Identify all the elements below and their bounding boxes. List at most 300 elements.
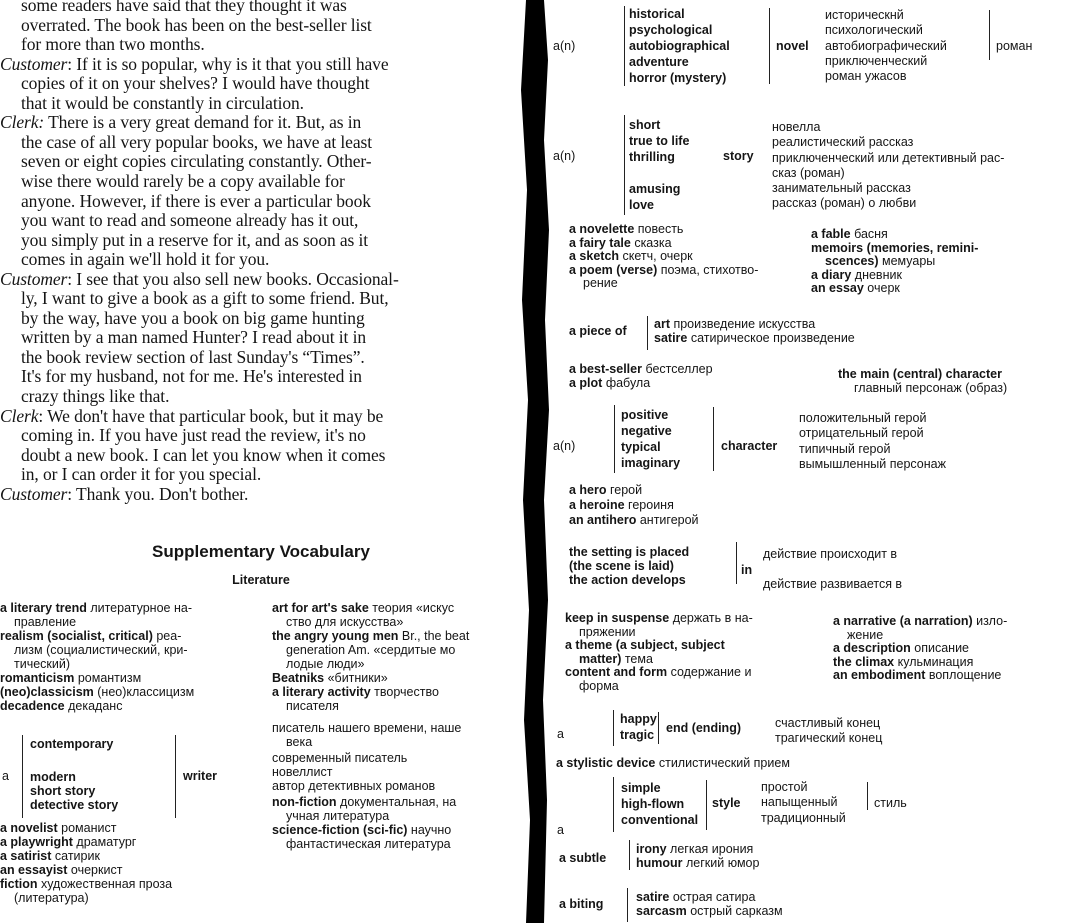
novel-modifiers-line: psychological xyxy=(629,23,713,37)
story-article: a(n) xyxy=(553,149,576,163)
novel-translations-line: роман ужасов xyxy=(825,69,907,84)
end-translations-line: счастливый конец xyxy=(775,716,881,730)
vocab-entry-term: a heroine xyxy=(569,498,625,512)
story-translations-line: приключенческий или детективный рас- xyxy=(772,150,1005,165)
bracket-line xyxy=(706,780,707,830)
dialogue-text: copies of it on your shelves? I would have thought xyxy=(21,73,370,94)
vocab-entry-gloss: рение xyxy=(583,276,618,291)
style-translations-line: напыщенный xyxy=(761,795,838,810)
vocab-entry-gloss: писатель нашего времени, наше xyxy=(272,721,462,735)
vocab-entry-gloss: учная литература xyxy=(286,809,390,823)
style-translations-line: простой xyxy=(761,780,808,794)
style-modifiers-line: conventional xyxy=(621,813,699,827)
vocab-entry xyxy=(272,644,455,658)
vocab-entry-gloss: «битники» xyxy=(324,671,388,685)
bracket-line xyxy=(658,712,659,744)
end-article: a xyxy=(557,727,564,741)
style-result: стиль xyxy=(874,796,907,810)
style-modifiers xyxy=(621,780,698,828)
vocab-entry-gloss: Br., the beat xyxy=(398,629,470,643)
vocab-entry-term: a sketch xyxy=(569,249,620,264)
vocab-entry-term: decadence xyxy=(0,699,65,713)
vocab-entry-gloss: романтизм xyxy=(74,671,142,685)
bracket-line xyxy=(624,6,625,86)
character-translations-line: типичный герой xyxy=(799,441,891,456)
character-modifiers-line: imaginary xyxy=(621,456,681,470)
vocab-entry-term: satire xyxy=(636,890,670,904)
vocab-entry xyxy=(0,822,116,836)
bracket-line xyxy=(713,407,714,471)
dialogue-line xyxy=(0,133,372,153)
dialogue-line xyxy=(0,446,385,466)
vocab-entry-term: humour xyxy=(636,856,683,870)
dialogue-text: in, or I can order it for you special. xyxy=(21,464,262,485)
novel-translations-line: автобиографический xyxy=(825,38,947,53)
vocab-entry-gloss: новеллист xyxy=(272,765,333,779)
vocab-entry-term: keep in suspense xyxy=(565,611,670,625)
vocab-entry-term: non-fiction xyxy=(272,795,337,809)
vocab-entry-gloss: писателя xyxy=(286,699,339,713)
novel-modifiers-line: horror (mystery) xyxy=(629,71,727,85)
vocab-entry-gloss: сатирик xyxy=(51,849,100,863)
vocab-entry-gloss: лодые люди» xyxy=(286,657,365,671)
vocab-entry-gloss: поэма, стихотво- xyxy=(657,262,759,277)
vocab-entry-gloss: фантастическая литература xyxy=(286,837,451,851)
vocab-entry-term: a stylistic device xyxy=(556,756,656,770)
dialogue-text: you simply put in a reserve for it, and as soon as it xyxy=(21,229,369,250)
bracket-line xyxy=(614,405,615,473)
bracket-line xyxy=(647,316,648,350)
main-character-gloss: главный персонаж (образ) xyxy=(854,381,1008,395)
style-noun: style xyxy=(712,796,741,810)
dialogue-line xyxy=(0,485,248,505)
main-character-term xyxy=(838,368,1002,382)
writer-modifier: modern xyxy=(30,770,76,784)
novel-noun: novel xyxy=(776,39,809,53)
vocab-entry-term: irony xyxy=(636,842,667,856)
dialogue-line xyxy=(0,407,383,427)
dialogue-text: some readers have said that they thought it was xyxy=(21,0,347,15)
story-modifiers-line: love xyxy=(629,198,655,212)
term: the main (central) character xyxy=(838,367,1002,381)
vocab-entry-gloss: творчество xyxy=(370,685,439,699)
writer-noun: writer xyxy=(183,769,218,783)
vocab-entry-gloss: кульминация xyxy=(894,654,974,669)
dialogue-line xyxy=(0,35,205,55)
speaker-name: Clerk: xyxy=(0,112,45,133)
vocab-entry-gloss: драматург xyxy=(72,835,137,849)
vocab-entry xyxy=(0,672,141,686)
dialogue-text: doubt a new book. I can let you know when it comes xyxy=(21,444,386,465)
vocab-entry-term: Beatniks xyxy=(272,671,325,685)
vocab-entry xyxy=(272,722,461,736)
dialogue-line xyxy=(0,55,389,75)
dialogue-text: ly, I want to give a book as a gift to some friend. But, xyxy=(21,288,389,309)
vocab-entry-term: content and form xyxy=(565,665,668,680)
dialogue-text: anyone. However, if there is ever a particular book xyxy=(21,190,371,211)
setting-preposition: in xyxy=(741,563,753,577)
story-translations-line: новелла xyxy=(772,120,821,134)
vocab-entry-term: a literary activity xyxy=(272,685,371,699)
vocab-entry-term: sarcasm xyxy=(636,904,687,918)
dialogue-text: : I see that you also sell new books. Occasional- xyxy=(67,268,399,289)
vocab-entry-term: art xyxy=(654,317,670,331)
vocab-entry-term: scences) xyxy=(825,254,879,269)
setting-translation: действие развивается в xyxy=(763,577,903,591)
vocab-entry-gloss: очерк xyxy=(863,281,900,296)
dialogue-text: you want to read and someone already has it out, xyxy=(21,210,359,231)
vocab-entry-gloss: (литература) xyxy=(14,891,89,905)
dialogue-text: : We don't have that particular book, but it may be xyxy=(38,405,384,426)
vocab-entry xyxy=(565,680,619,694)
vocab-entry xyxy=(272,602,454,616)
novel-result: роман xyxy=(996,39,1033,53)
dialogue-text: the book review section of last Sunday's “Times”. xyxy=(21,346,365,367)
vocab-entry-gloss: generation Am. «сердитые мо xyxy=(286,643,456,657)
novel-translations-line: психологический xyxy=(825,23,923,38)
dialogue-line xyxy=(0,192,371,212)
vocab-entry xyxy=(0,686,194,700)
setting-phrases xyxy=(569,545,689,587)
vocab-entry-gloss: тический) xyxy=(14,657,71,671)
vocab-entry xyxy=(569,514,699,528)
vocabulary-subheading: Literature xyxy=(232,573,290,587)
vocab-entry-term: a literary trend xyxy=(0,601,87,615)
story-modifiers-line: amusing xyxy=(629,182,681,196)
novel-modifiers-line: adventure xyxy=(629,55,689,69)
vocab-entry xyxy=(272,616,403,630)
vocab-entry-gloss: научно xyxy=(407,823,452,837)
vocab-entry-term: the climax xyxy=(833,654,895,669)
vocab-entry xyxy=(0,602,192,616)
bracket-line xyxy=(613,710,614,746)
vocab-entry-term: fiction xyxy=(0,877,38,891)
dialogue-line xyxy=(0,367,362,387)
setting-phrases-line: the setting is placed xyxy=(569,545,690,559)
vocab-entry-term: the angry young men xyxy=(272,629,399,643)
story-translations-line: занимательный рассказ xyxy=(772,181,911,196)
dialogue-line xyxy=(0,426,366,446)
vocab-entry-gloss: форма xyxy=(579,679,619,693)
vocab-entry-gloss: изло- xyxy=(972,614,1008,628)
vocab-entry-gloss: произведение искусства xyxy=(669,317,816,331)
story-translations-line: реалистический рассказ xyxy=(772,135,914,150)
dialogue-text: : Thank you. Don't bother. xyxy=(67,483,249,504)
vocab-entry-gloss: века xyxy=(286,735,313,749)
vocab-entry-gloss: герой xyxy=(606,483,643,497)
dialogue-line xyxy=(0,309,365,329)
vocab-entry xyxy=(569,377,650,391)
story-modifiers-line xyxy=(629,165,689,181)
vocab-entry-term: an essayist xyxy=(0,863,68,877)
setting-phrases-line: (the scene is laid) xyxy=(569,559,674,573)
dialogue-text: There is a very great demand for it. But, as in xyxy=(44,112,362,133)
dialogue-line xyxy=(0,231,368,251)
character-article: a(n) xyxy=(553,439,576,453)
vocab-entry-gloss: антигерой xyxy=(636,513,699,527)
vocab-entry-gloss: воплощение xyxy=(925,668,1002,683)
dialogue-text: seven or eight copies circulating constantly. Other- xyxy=(21,151,372,172)
vocab-entry-term: a novelist xyxy=(0,821,58,835)
setting-phrases-line: the action develops xyxy=(569,573,686,587)
vocabulary-heading: Supplementary Vocabulary xyxy=(152,542,370,561)
dialogue-text: that it would be constantly in circulation. xyxy=(21,92,304,113)
dialogue-line xyxy=(0,328,366,348)
vocab-entry xyxy=(556,757,790,771)
vocab-entry-gloss: (нео)классицизм xyxy=(93,685,195,699)
end-translations xyxy=(775,716,882,747)
vocab-entry-term: a description xyxy=(833,641,911,656)
vocab-entry-gloss: стилистический прием xyxy=(655,756,790,770)
vocab-entry-gloss: литературное на- xyxy=(86,601,192,615)
end-modifiers-line: happy xyxy=(620,712,657,726)
dialogue-line xyxy=(0,387,169,407)
vocab-entry-gloss: героиня xyxy=(624,498,674,512)
character-modifiers-line: positive xyxy=(621,408,669,422)
novel-translations xyxy=(825,8,947,84)
vocab-entry-gloss: мемуары xyxy=(878,254,936,269)
dialogue-line xyxy=(0,270,399,290)
dialogue-text: overrated. The book has been on the best-seller list xyxy=(21,14,372,35)
vocab-entry-term: a playwright xyxy=(0,835,73,849)
bracket-line xyxy=(769,8,770,84)
dialogue-text: coming in. If you have just read the review, it's no xyxy=(21,425,366,446)
novel-modifiers xyxy=(629,6,730,86)
vocab-entry xyxy=(272,780,435,794)
vocab-entry-gloss: очеркист xyxy=(67,863,123,877)
vocab-entry-gloss: легкая ирония xyxy=(666,842,754,856)
biting-lead: a biting xyxy=(559,897,604,911)
book-spine-shadow xyxy=(518,0,550,923)
vocab-entry-gloss: повесть xyxy=(634,222,684,236)
vocab-entry-term: (neo)classicism xyxy=(0,685,94,699)
dialogue-line xyxy=(0,289,389,309)
end-modifiers xyxy=(620,711,657,743)
vocab-entry xyxy=(569,484,642,498)
vocab-entry-gloss: острый сарказм xyxy=(686,904,783,918)
vocab-entry-gloss: легкий юмор xyxy=(682,856,760,870)
dialogue-text: by the way, have you a book on big game hunting xyxy=(21,307,365,328)
vocab-entry-term: romanticism xyxy=(0,671,75,685)
vocab-entry-gloss: скетч, очерк xyxy=(619,249,693,264)
vocab-entry-gloss: документальная, на xyxy=(336,795,457,809)
style-translations-line: традиционный xyxy=(761,810,846,825)
vocab-entry xyxy=(0,836,136,850)
story-translations-line: сказ (роман) xyxy=(772,165,845,180)
dialogue-text: crazy things like that. xyxy=(21,386,170,406)
novel-translations-line: приключенческий xyxy=(825,53,928,68)
bracket-line xyxy=(613,777,614,832)
story-modifiers-line: true to life xyxy=(629,134,690,148)
end-modifiers-line: tragic xyxy=(620,728,655,742)
vocab-entry xyxy=(0,658,70,672)
character-translations-line: отрицательный герой xyxy=(799,426,924,441)
dialogue-text: : If it is so popular, why is it that you still have xyxy=(67,53,389,74)
novel-modifiers-line: historical xyxy=(629,7,685,21)
vocab-entry xyxy=(654,318,815,332)
style-modifiers-line: high-flown xyxy=(621,797,685,811)
setting-translation: действие происходит в xyxy=(763,547,898,561)
vocab-entry xyxy=(0,616,76,630)
dialogue-text: the case of all very popular books, we have at least xyxy=(21,131,372,152)
end-noun: end (ending) xyxy=(666,721,741,735)
vocab-entry-term: a diary xyxy=(811,267,852,282)
vocab-entry xyxy=(272,630,469,644)
character-modifiers-line: negative xyxy=(621,424,672,438)
vocab-entry-gloss: бестселлер xyxy=(641,362,713,376)
vocab-entry-gloss: фабула xyxy=(602,376,651,390)
vocab-entry xyxy=(0,864,122,878)
vocab-entry-gloss: жение xyxy=(847,627,884,642)
vocab-entry-gloss: правление xyxy=(14,615,77,629)
novel-article: a(n) xyxy=(553,39,576,53)
vocab-entry-term: a fairy tale xyxy=(569,235,631,250)
dialogue-line xyxy=(0,74,369,94)
dialogue-line xyxy=(0,94,304,114)
bracket-line xyxy=(22,735,23,818)
bracket-line xyxy=(736,542,737,584)
vocab-entry-term: memoirs (memories, remini- xyxy=(811,240,979,255)
vocab-entry-gloss: романист xyxy=(57,821,117,835)
vocab-entry-term: a novelette xyxy=(569,222,635,236)
novel-translations-line: историческнй xyxy=(825,8,904,22)
story-translations xyxy=(772,120,1004,212)
vocab-entry-term: a plot xyxy=(569,376,603,390)
vocab-entry xyxy=(272,672,388,686)
vocab-entry xyxy=(569,499,674,513)
writer-article: a xyxy=(2,769,9,783)
vocab-entry-term: an embodiment xyxy=(833,668,926,683)
character-translations xyxy=(799,411,946,472)
left-page xyxy=(0,0,522,923)
character-translations-line: положительный герой xyxy=(799,411,927,425)
vocab-entry xyxy=(636,891,755,905)
vocab-entry xyxy=(811,282,900,296)
vocab-entry-gloss: декаданс xyxy=(64,699,123,713)
speaker-name: Customer xyxy=(0,53,68,74)
dialogue-line xyxy=(0,16,372,36)
character-modifiers-line: typical xyxy=(621,440,661,454)
dialogue-line xyxy=(0,0,347,16)
vocab-entry xyxy=(272,766,332,780)
vocab-entry xyxy=(0,644,188,658)
dialogue-text: It's for my husband, not for me. He's interested in xyxy=(21,366,362,387)
vocab-entry-gloss: описание xyxy=(910,641,970,656)
dialogue-line xyxy=(0,211,358,231)
speaker-name: Customer xyxy=(0,483,68,504)
writer-modifier: short story xyxy=(30,784,96,798)
vocab-entry-term: a hero xyxy=(569,483,607,497)
vocab-entry-gloss: лизм (социалистический, кри- xyxy=(14,643,188,657)
vocab-entry xyxy=(569,277,618,291)
vocab-entry xyxy=(569,363,713,377)
bracket-line xyxy=(627,888,628,922)
dialogue-text: written by a man named Hunter? I read about it in xyxy=(21,327,366,348)
vocab-entry-gloss: тема xyxy=(621,651,653,666)
writer-modifier: detective story xyxy=(30,798,119,812)
vocab-entry-gloss: современный писатель xyxy=(272,751,408,765)
vocab-entry-term: a best-seller xyxy=(569,362,642,376)
style-article: a xyxy=(557,823,564,837)
story-noun: story xyxy=(723,149,754,163)
vocab-entry-term: an essay xyxy=(811,281,864,296)
story-translations-line: рассказ (роман) о любви xyxy=(772,196,917,211)
dialogue-line xyxy=(0,113,361,133)
vocab-entry-gloss: басня xyxy=(850,227,888,241)
dialogue-line xyxy=(0,348,365,368)
vocab-entry-gloss: теория «искус xyxy=(368,601,455,615)
bracket-line xyxy=(624,115,625,215)
vocab-entry xyxy=(272,736,312,750)
vocab-entry-term: a poem (verse) xyxy=(569,262,658,277)
vocab-entry-term: matter) xyxy=(579,651,622,666)
novel-modifiers-line: autobiographical xyxy=(629,39,730,53)
vocab-entry xyxy=(272,810,389,824)
vocab-entry-term: a theme (a subject, subject xyxy=(565,638,725,653)
vocab-entry xyxy=(272,658,364,672)
writer-modifier: contemporary xyxy=(30,737,114,751)
vocab-entry xyxy=(0,700,122,714)
story-modifiers-line: short xyxy=(629,118,661,132)
vocab-entry-gloss: держать в на- xyxy=(669,611,753,625)
vocab-entry-term: a fable xyxy=(811,227,851,241)
vocab-entry-term: art for art's sake xyxy=(272,601,369,615)
vocab-entry-gloss: содержание и xyxy=(667,665,752,680)
dialogue-text: wise there would rarely be a copy available for xyxy=(21,170,345,191)
vocab-entry-gloss: сказка xyxy=(630,235,672,250)
vocab-entry-term: satire xyxy=(654,331,688,345)
vocab-entry xyxy=(272,796,456,810)
dialogue-line xyxy=(0,172,345,192)
bracket-line xyxy=(175,735,176,818)
vocab-entry-gloss: реа- xyxy=(152,629,182,643)
vocab-entry xyxy=(272,824,451,838)
speaker-name: Clerk xyxy=(0,405,39,426)
vocab-entry-term: a narrative (a narration) xyxy=(833,614,973,628)
character-modifiers xyxy=(621,407,680,471)
vocab-entry xyxy=(272,686,439,700)
vocab-entry-gloss: пряжении xyxy=(579,624,636,639)
vocab-entry xyxy=(272,838,451,852)
story-modifiers-line: thrilling xyxy=(629,150,675,164)
bracket-line xyxy=(989,10,990,60)
vocab-entry-term: realism (socialist, critical) xyxy=(0,629,153,643)
vocab-entry-term: an antihero xyxy=(569,513,637,527)
vocab-entry xyxy=(636,857,759,871)
story-modifiers xyxy=(629,117,689,213)
vocab-entry xyxy=(272,752,407,766)
vocab-entry-gloss: дневник xyxy=(851,267,902,282)
vocab-entry xyxy=(272,700,339,714)
vocab-entry-gloss: острая сатира xyxy=(669,890,756,904)
vocab-entry-gloss: художественная проза xyxy=(37,877,173,891)
vocab-entry-term: science-fiction (sci-fic) xyxy=(272,823,408,837)
vocab-entry xyxy=(0,878,172,892)
vocab-entry-term: a satirist xyxy=(0,849,52,863)
vocab-entry xyxy=(0,850,100,864)
vocab-entry-gloss: автор детективных романов xyxy=(272,779,436,793)
vocab-entry xyxy=(636,843,753,857)
end-translations-line: трагический конец xyxy=(775,731,883,746)
dialogue-line xyxy=(0,465,261,485)
dialogue-line xyxy=(0,250,269,270)
dialogue-text: comes in again we'll hold it for you. xyxy=(21,249,270,270)
vocab-entry xyxy=(0,630,181,644)
character-translations-line: вымышленный персонаж xyxy=(799,456,946,471)
speaker-name: Customer xyxy=(0,268,68,289)
dialogue-text: for more than two months. xyxy=(21,34,205,55)
vocab-entry xyxy=(654,332,855,346)
